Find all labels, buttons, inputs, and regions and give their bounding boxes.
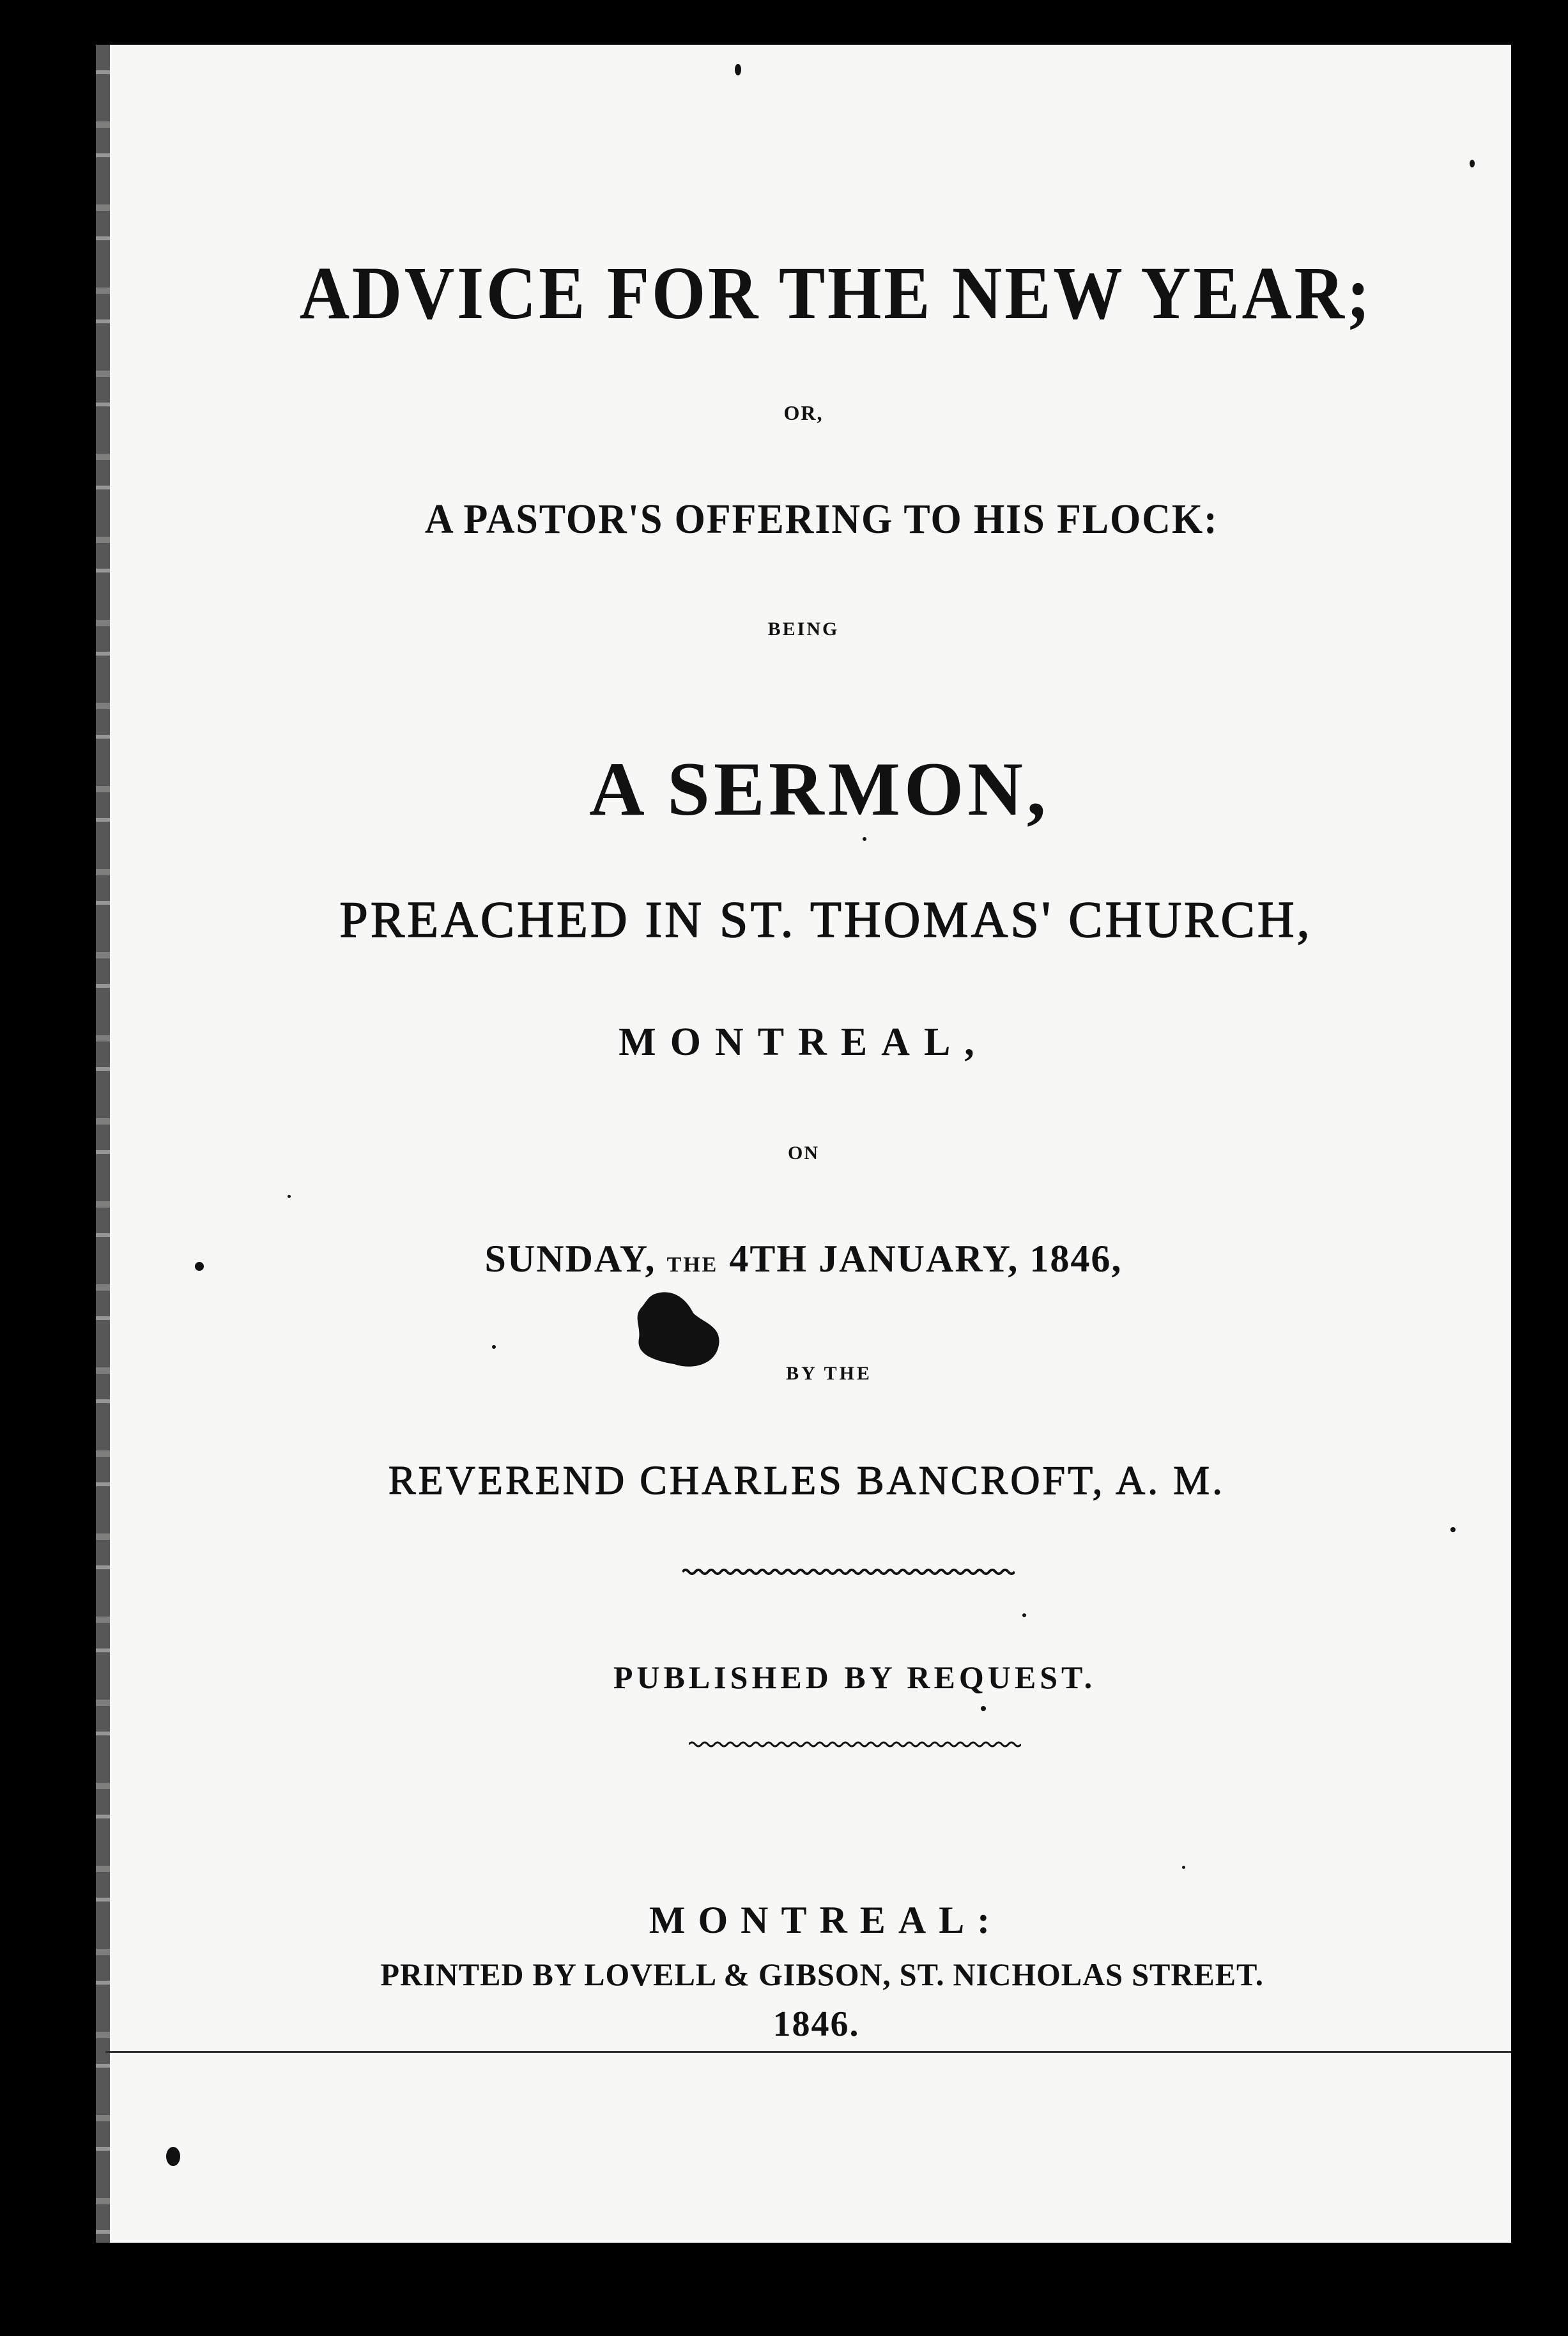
connector-on: ON xyxy=(788,1142,819,1164)
speck xyxy=(981,1706,986,1711)
ink-blot xyxy=(629,1287,725,1371)
wavy-rule-bottom xyxy=(96,1738,1511,1757)
speck xyxy=(863,837,866,841)
subtitle: A PASTOR'S OFFERING TO HIS FLOCK: xyxy=(424,496,1218,542)
published-by-request: PUBLISHED BY REQUEST. xyxy=(613,1659,1096,1695)
printer-line: PRINTED BY LOVELL & GIBSON, ST. NICHOLAS STREET. xyxy=(380,1956,1264,1992)
city-line: MONTREAL, xyxy=(619,1020,988,1064)
connector-being: BEING xyxy=(767,619,840,640)
date-line xyxy=(96,1240,1511,1278)
speck xyxy=(1450,1527,1456,1532)
date-the: THE xyxy=(666,1253,719,1277)
speck xyxy=(166,2147,180,2166)
church-line: PREACHED IN ST. THOMAS' CHURCH, xyxy=(339,892,1312,948)
imprint-year: 1846. xyxy=(772,2004,860,2044)
date-rest: 4TH JANUARY, 1846, xyxy=(729,1238,1123,1280)
sermon-heading: A SERMON, xyxy=(589,746,1050,831)
speck xyxy=(1182,1866,1185,1869)
speck xyxy=(492,1345,496,1349)
author-line: REVEREND CHARLES BANCROFT, A. M. xyxy=(388,1457,1226,1503)
title-connector-or: OR, xyxy=(783,401,824,424)
speck xyxy=(1470,160,1475,167)
date-day: SUNDAY, xyxy=(484,1238,656,1280)
imprint-city: MONTREAL: xyxy=(649,1899,1003,1941)
speck xyxy=(735,64,741,75)
speck xyxy=(195,1262,204,1271)
connector-by-the: BY THE xyxy=(786,1363,872,1384)
main-title: ADVICE FOR THE NEW YEAR; xyxy=(299,251,1372,335)
speck xyxy=(1022,1613,1026,1617)
page-bottom-rule xyxy=(105,2051,1511,2053)
title-page xyxy=(96,45,1511,2243)
wavy-rule-top xyxy=(96,1565,1511,1585)
speck xyxy=(288,1195,291,1198)
